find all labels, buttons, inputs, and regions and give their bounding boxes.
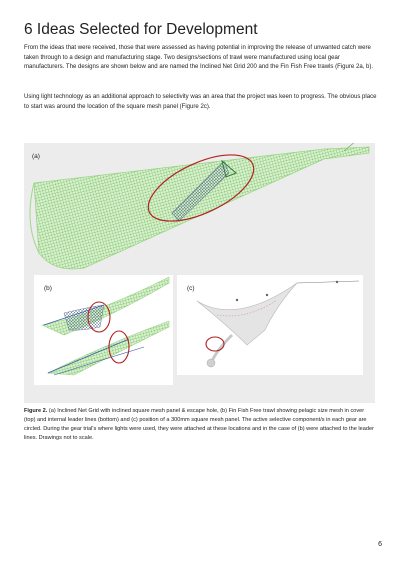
- figure-caption-text: (a) Inclined Net Grid with inclined square mesh panel & escape hole, (b) Fin Fish Free trawl showing pelagic size mesh in cover (top) and internal leader lines (bottom) and (c) position of a 300mm square mesh panel. The active selective component/s in each gear are circled. During the gear trial's where lights were used, they were attached at these locations and in the case of (b) were attached to the leader lines. Drawings not to scale.: [24, 408, 374, 441]
- fin-fish-free-trawl-drawing: [34, 275, 173, 385]
- body-paragraph: Using light technology as an additional approach to selectivity was an area that the project was keen to progress. The obvious place to start was around the location of the square mesh panel (Figure 2c).: [24, 94, 377, 110]
- figure-2c-panel: [177, 275, 363, 375]
- page-number: 6: [378, 541, 382, 548]
- figure-caption: [24, 407, 376, 443]
- panel-label-a: (a): [32, 153, 40, 160]
- figure-2a-panel: [24, 143, 375, 403]
- section-heading: 6 Ideas Selected for Development: [24, 21, 258, 38]
- figure-2b-panel: [34, 275, 173, 385]
- figure-caption-lead: Figure 2.: [24, 408, 48, 414]
- panel-label-c: (c): [187, 285, 195, 292]
- square-mesh-panel-trawl-drawing: [177, 275, 363, 375]
- body-paragraph: From the ideas that were received, those that were assessed as having potential in improving the release of unwanted catch were taken through to a design and manufacturing stage. Two designs/sections of trawl were manufactured using local gear manufacturers. The designs are shown below and are named the Inclined Net Grid 200 and the Fin Fish Free trawls (Figure 2a, b).: [24, 45, 374, 71]
- panel-label-b: (b): [44, 285, 52, 292]
